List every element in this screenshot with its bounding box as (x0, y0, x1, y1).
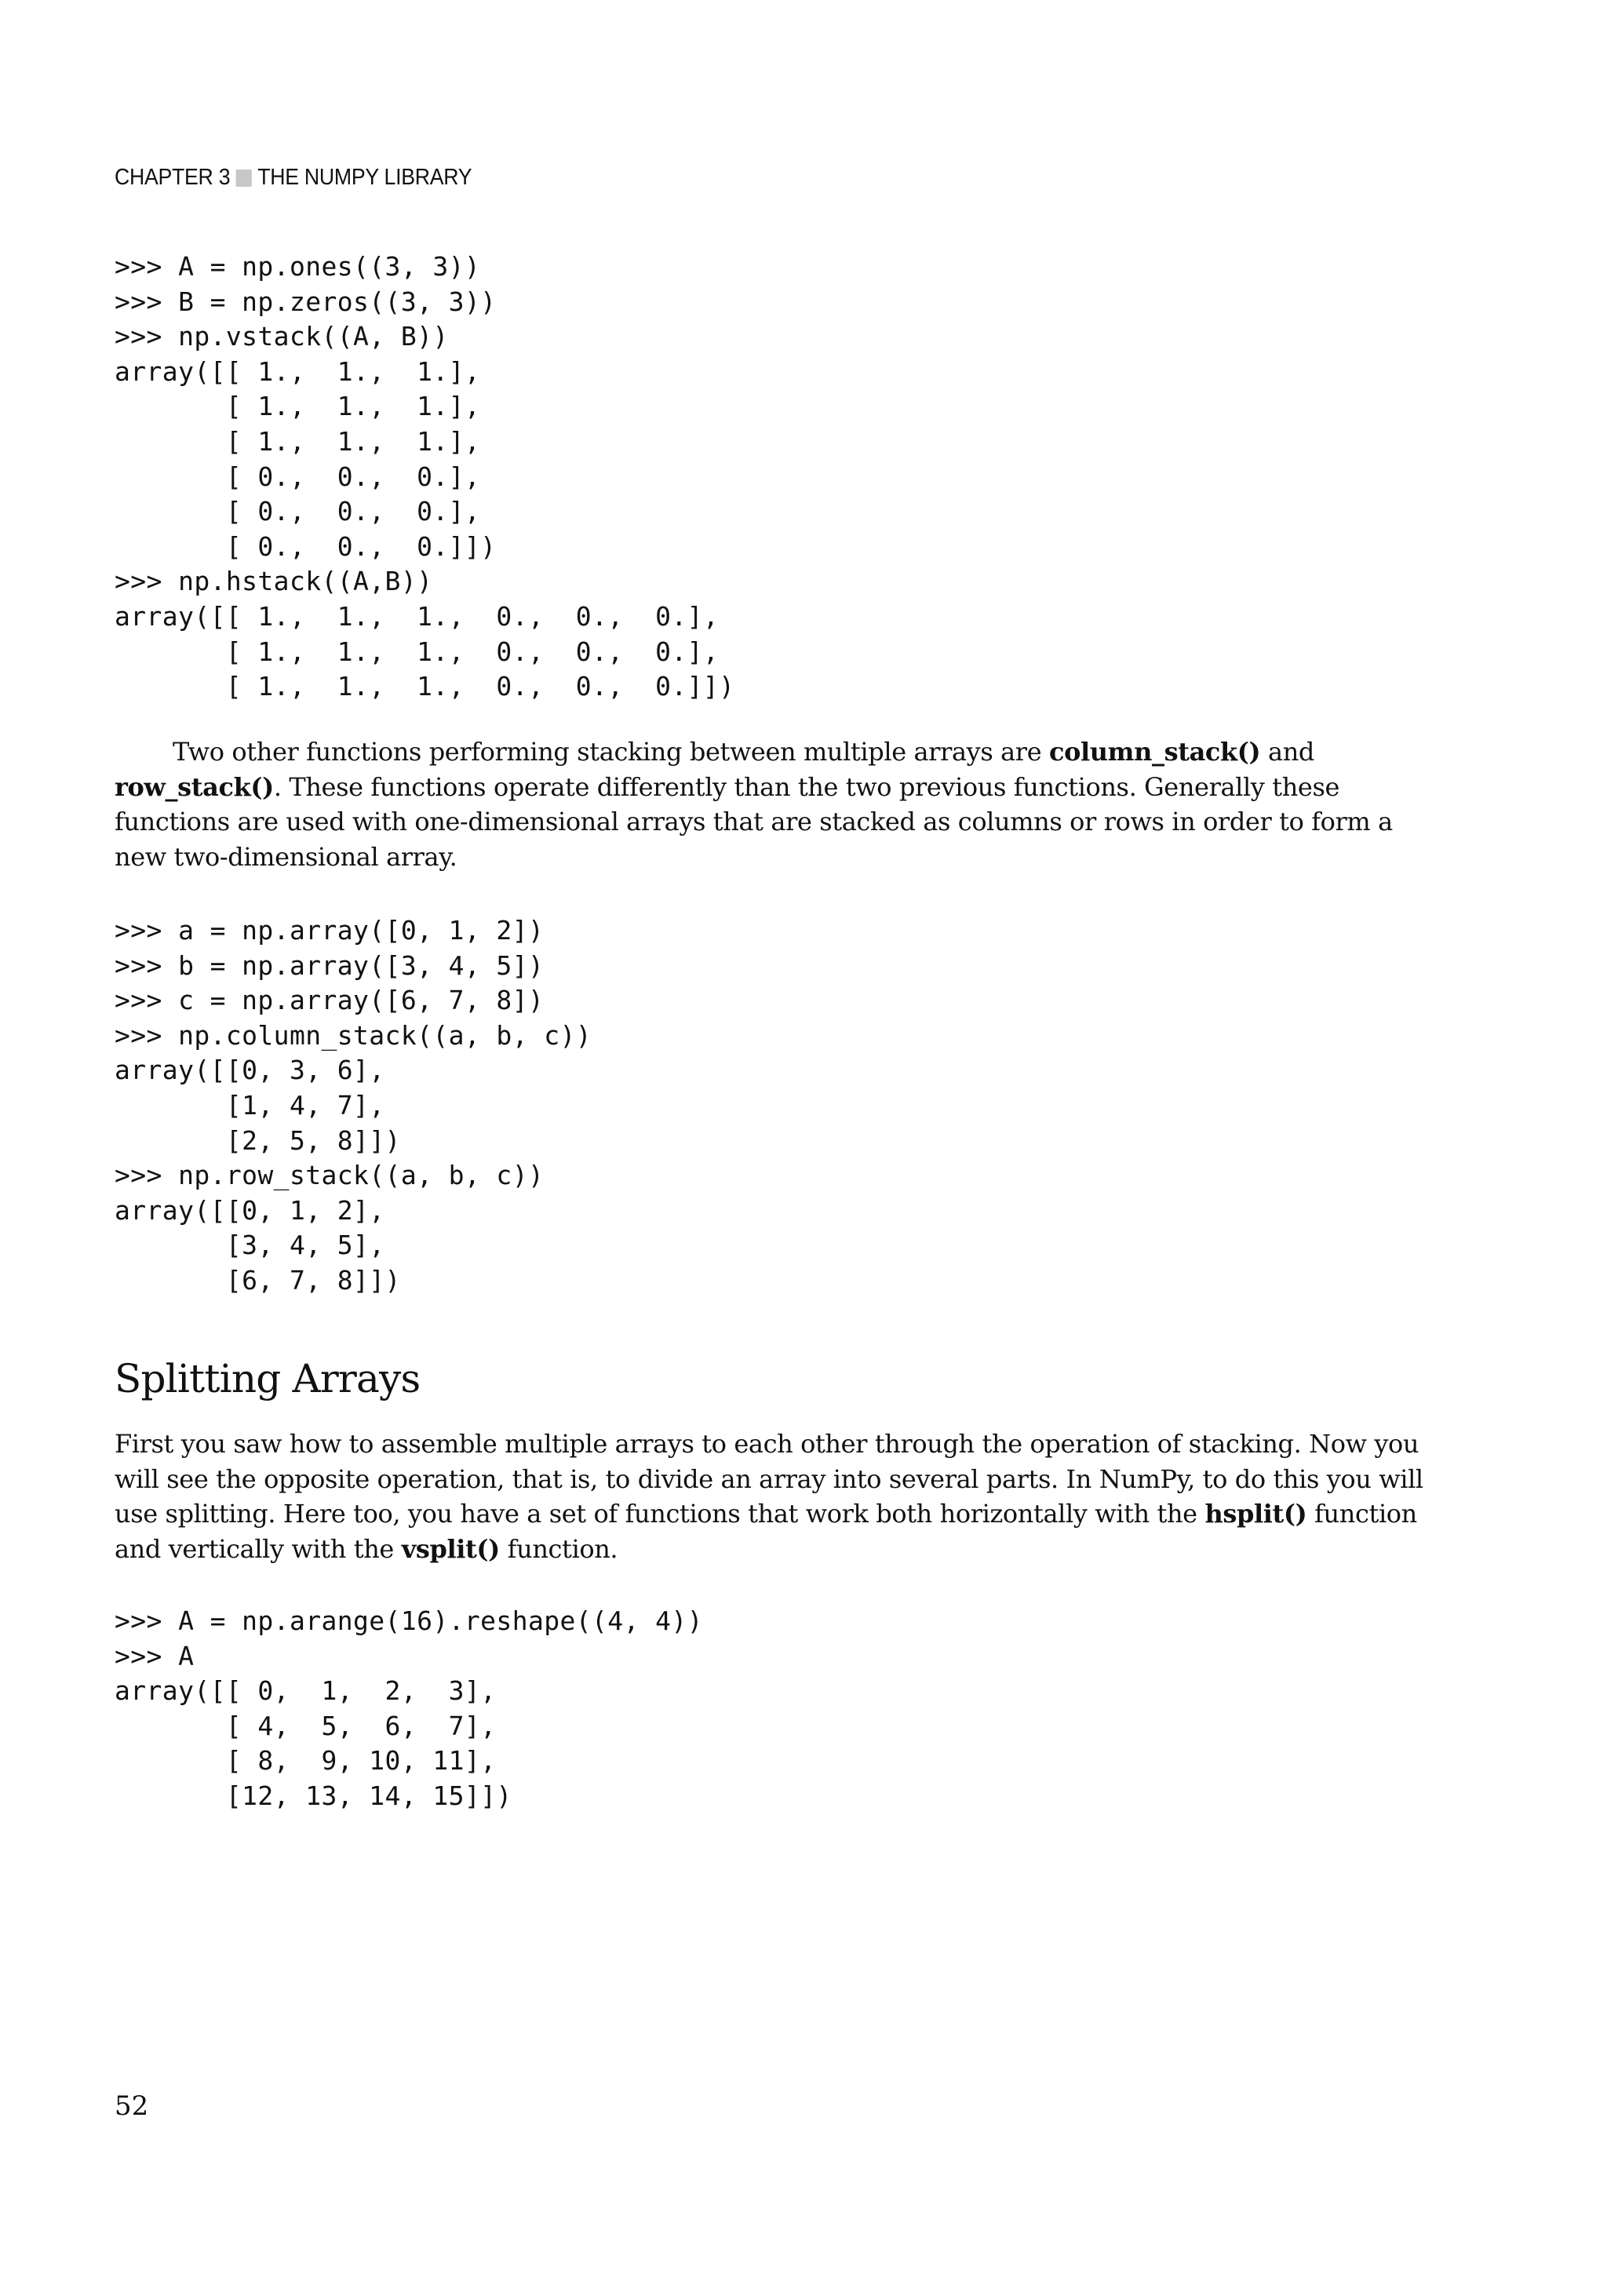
code-block-column-row-stack (115, 913, 592, 1299)
code-line: array([[0, 3, 6], (115, 1055, 385, 1086)
code-line: >>> B = np.zeros((3, 3)) (115, 286, 497, 317)
function-name-bold: column_stack() (1049, 737, 1261, 767)
function-name-bold: hsplit() (1204, 1499, 1307, 1529)
header-separator-square (236, 169, 252, 187)
chapter-label: CHAPTER 3 (115, 165, 231, 190)
function-name-bold: row_stack() (115, 771, 274, 802)
code-line: [ 0., 0., 0.], (115, 461, 481, 492)
paragraph-column-row-stack (115, 734, 1433, 874)
code-line: [1, 4, 7], (115, 1089, 385, 1121)
code-line: [ 1., 1., 1.], (115, 391, 481, 422)
code-line: >>> np.row_stack((a, b, c)) (115, 1160, 545, 1191)
code-line: >>> c = np.array([6, 7, 8]) (115, 985, 545, 1016)
paragraph-text: Two other functions performing stacking between multiple arrays are (173, 737, 1050, 767)
code-line: >>> a = np.array([0, 1, 2]) (115, 915, 545, 946)
code-line: [12, 13, 14, 15]]) (115, 1780, 512, 1811)
code-line: array([[ 0, 1, 2, 3], (115, 1675, 497, 1707)
function-name-bold: vsplit() (401, 1533, 500, 1564)
code-line: [6, 7, 8]]) (115, 1264, 401, 1296)
code-line: >>> np.column_stack((a, b, c)) (115, 1019, 592, 1051)
code-line: array([[ 1., 1., 1.], (115, 355, 481, 387)
chapter-title: THE NUMPY LIBRARY (257, 165, 472, 190)
code-line: [2, 5, 8]]) (115, 1124, 401, 1156)
code-line: [ 1., 1., 1., 0., 0., 0.]]) (115, 671, 735, 702)
code-block-stacking (115, 250, 734, 705)
running-header (115, 165, 472, 191)
code-line: array([[ 1., 1., 1., 0., 0., 0.], (115, 600, 720, 632)
code-line: >>> A = np.ones((3, 3)) (115, 251, 481, 282)
code-line: >>> A = np.arange(16).reshape((4, 4)) (115, 1605, 703, 1636)
code-line: [ 0., 0., 0.], (115, 496, 481, 527)
code-line: [ 1., 1., 1., 0., 0., 0.], (115, 636, 720, 667)
code-line: [ 1., 1., 1.], (115, 425, 481, 457)
code-line: [ 4, 5, 6, 7], (115, 1710, 497, 1741)
code-line: >>> A (115, 1640, 195, 1671)
paragraph-text: First you saw how to assemble multiple arrays to each other through the operation of stacking. Now you will see the opposite operation, that is, to divide an array into several parts. In NumPy, to do this you will use splitting. Here too, you have a set of functions that work both horizontally with the (115, 1429, 1423, 1529)
code-block-splitting (115, 1604, 703, 1814)
code-line: >>> np.vstack((A, B)) (115, 321, 449, 352)
paragraph-text: and (1260, 737, 1315, 767)
code-line: >>> b = np.array([3, 4, 5]) (115, 949, 545, 981)
code-line: array([[0, 1, 2], (115, 1194, 385, 1226)
page-number: 52 (115, 2090, 149, 2122)
paragraph-splitting (115, 1427, 1433, 1566)
section-heading: Splitting Arrays (115, 1356, 421, 1401)
book-page (115, 0, 1433, 2296)
paragraph-text: function. (499, 1533, 618, 1564)
code-line: [3, 4, 5], (115, 1230, 385, 1261)
paragraph-text: . These functions operate differently than the two previous functions. Generally these functions are used with one-dimensional arrays that are stacked as columns or rows in order to form a new two-dimensional array. (115, 771, 1393, 872)
code-line: >>> np.hstack((A,B)) (115, 566, 433, 597)
paragraph-text: function and vertically with the (115, 1499, 1417, 1564)
code-line: [ 8, 9, 10, 11], (115, 1745, 497, 1777)
code-line: [ 0., 0., 0.]]) (115, 530, 497, 562)
